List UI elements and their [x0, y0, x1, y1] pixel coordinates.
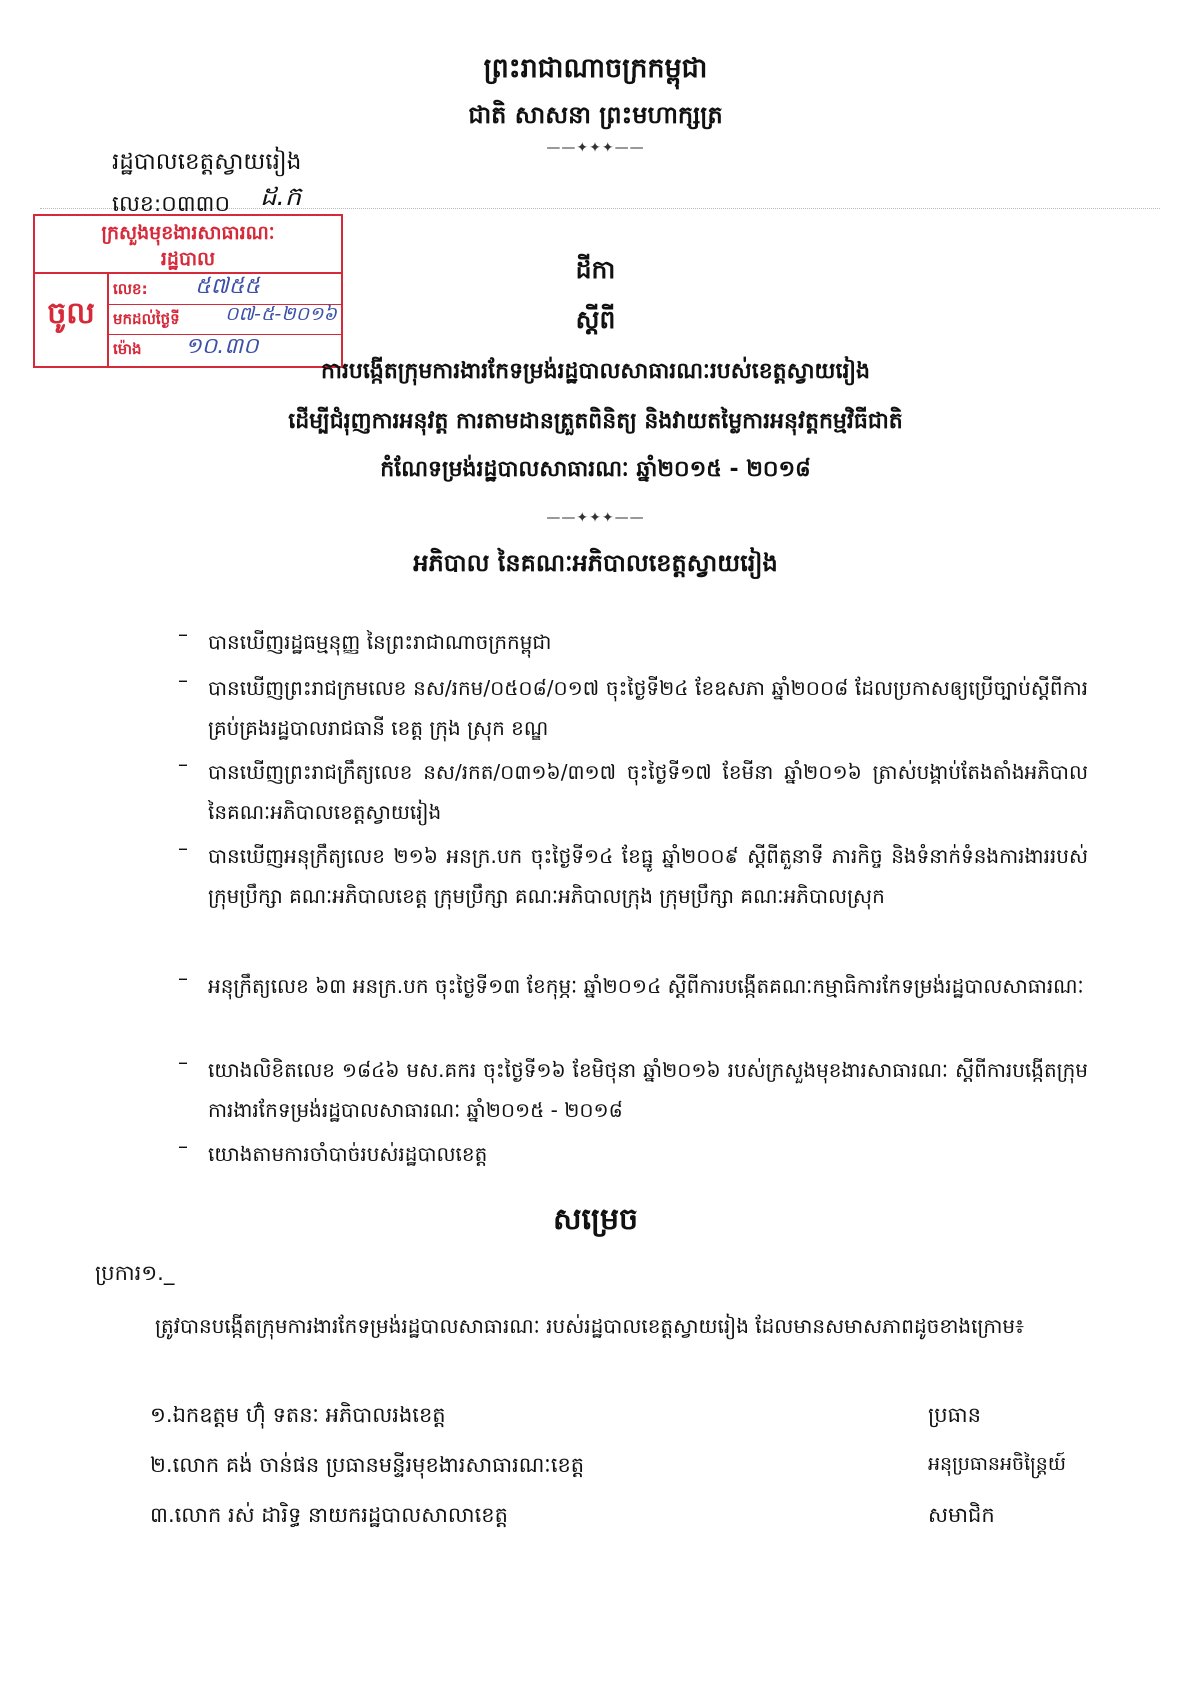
header-divider: ——✦✦✦—— [546, 140, 645, 156]
subject-line: កំណែទម្រង់រដ្ឋបាលសាធារណៈ ឆ្នាំ២០១៥ - ២០១៨ [380, 457, 811, 482]
reference-item: អនុក្រឹត្យលេខ ៦៣ អនក្រ.បក ចុះថ្ងៃទី១៣ ខែកុម្ភៈ ឆ្នាំ២០១៤ ស្តីពីការបង្កើតគណៈកម្មាធិការកែទម្រង់រដ្ឋបាលសាធារណៈ [208, 974, 1084, 998]
stamp-number-value: ៥៧៥៥ [195, 274, 260, 299]
reference-dash: – [178, 622, 188, 646]
authority-heading: អភិបាល នៃគណៈអភិបាលខេត្តស្វាយរៀង [413, 549, 778, 577]
reference-dash: – [178, 1134, 188, 1158]
reference-item: បានឃើញព្រះរាជក្រឹត្យលេខ នស/រកត/០៣១៦/៣១៧ ចុះថ្ងៃទី១៧ ខែមីនា ឆ្នាំ២០១៦ ត្រាស់បង្គាប់តែងតាំងអភិបាល នៃគណៈអភិបាលខេត្តស្វាយរៀង [208, 760, 1088, 824]
member-name: ១.ឯកឧត្តម ហ៊ុំ ទតនៈ អភិបាលរងខេត្ត [150, 1403, 446, 1427]
subject-line: ការបង្កើតក្រុមការងារកែទម្រង់រដ្ឋបាលសាធារណៈរបស់ខេត្តស្វាយរៀង [321, 359, 870, 384]
member-role: សមាជិក [928, 1503, 995, 1527]
stamp-org-line2: រដ្ឋបាល [160, 248, 216, 270]
issuer-office: រដ្ឋបាលខេត្តស្វាយរៀង [112, 149, 302, 175]
reference-dash: – [178, 1050, 188, 1074]
national-motto: ជាតិ សាសនា ព្រះមហាក្សត្រ [468, 101, 723, 129]
member-name: ២.លោក គង់ ចាន់ផន ប្រធានមន្ទីរមុខងារសាធារណៈខេត្ត [150, 1453, 585, 1477]
document-about: ស្តីពី [575, 305, 616, 334]
reference-item: យោងលិខិតលេខ ១៨៤៦ មស.គករ ចុះថ្ងៃទី១៦ ខែមិថុនា ឆ្នាំ២០១៦ របស់ក្រសួងមុខងារសាធារណៈ ស្តីពីការបង្កើតក្រុមការងារកែទម្រង់រដ្ឋបាលសាធារណៈ ឆ្នាំ២០១៥ - ២០១៨ [208, 1058, 1088, 1122]
subject-divider: ——✦✦✦—— [546, 510, 645, 526]
member-name: ៣.លោក រស់ ដារិទ្ធ នាយករដ្ឋបាលសាលាខេត្ត [150, 1503, 508, 1527]
received-stamp [33, 214, 343, 368]
stamp-seal: ចូល [35, 274, 109, 366]
stamp-org-line1: ក្រសួងមុខងារសាធារណៈ [101, 222, 275, 244]
stamp-number-label: លេខ: [113, 280, 148, 298]
subject-line: ដើម្បីជំរុញការអនុវត្ត ការតាមដានត្រួតពិនិត្យ និងវាយតម្លៃការអនុវត្តកម្មវិធីជាតិ [288, 409, 903, 434]
member-role: ប្រធាន [928, 1403, 981, 1427]
document-type: ដីកា [575, 255, 616, 284]
kingdom-heading: ព្រះរាជាណាចក្រកម្ពុជា [483, 53, 708, 84]
stamp-date-label: មកដល់ថ្ងៃទី [113, 310, 180, 328]
stamp-time-value: ១០.៣០ [185, 334, 259, 359]
stamp-time-label: ម៉ោង [113, 340, 142, 358]
reference-dash: – [178, 668, 188, 692]
reference-item: បានឃើញរដ្ឋធម្មនុញ្ញ នៃព្រះរាជាណាចក្រកម្ពុជា [208, 630, 552, 654]
reference-item: បានឃើញព្រះរាជក្រមលេខ នស/រកម/០៥០៨/០១៧ ចុះថ្ងៃទី២៤ ខែឧសភា ឆ្នាំ២០០៨ ដែលប្រកាសឲ្យប្រើច្បាប់ស្តីពីការគ្រប់គ្រងរដ្ឋបាលរាជធានី ខេត្ត ក្រុង ស្រុក ខណ្ឌ [208, 676, 1088, 740]
member-role: អនុប្រធានអចិន្ត្រៃយ៍ [928, 1453, 1066, 1475]
reference-dash: – [178, 752, 188, 776]
reference-dash: – [178, 966, 188, 990]
reference-item: យោងតាមការចាំបាច់របស់រដ្ឋបាលខេត្ត [208, 1142, 488, 1166]
article-body: ត្រូវបានបង្កើតក្រុមការងារកែទម្រង់រដ្ឋបាលសាធារណៈ របស់រដ្ឋបាលខេត្តស្វាយរៀង ដែលមានសមាសភាពដូចខាងក្រោម៖ [155, 1314, 1024, 1338]
handwritten-annotation: ដ.ក [260, 182, 302, 212]
decision-heading: សម្រេច [552, 1202, 639, 1237]
reference-dash: – [178, 836, 188, 860]
reference-number: លេខ:០៣៣០ [112, 192, 231, 217]
article-label: ប្រការ១._ [95, 1261, 175, 1285]
stamp-date-value: ០៧-៥-២០១៦ [225, 303, 337, 325]
reference-item: បានឃើញអនុក្រឹត្យលេខ ២១៦ អនក្រ.បក ចុះថ្ងៃទី១៤ ខែធ្នូ ឆ្នាំ២០០៩ ស្តីពីតួនាទី ភារកិច្ច និងទំនាក់ទំនងការងាររបស់ក្រុមប្រឹក្សា គណៈអភិបាលខេត្ត ក្រុមប្រឹក្សា គណៈអភិបាលក្រុង ក្រុមប្រឹក្សា គណៈអភិបាលស្រុក [208, 844, 1088, 908]
